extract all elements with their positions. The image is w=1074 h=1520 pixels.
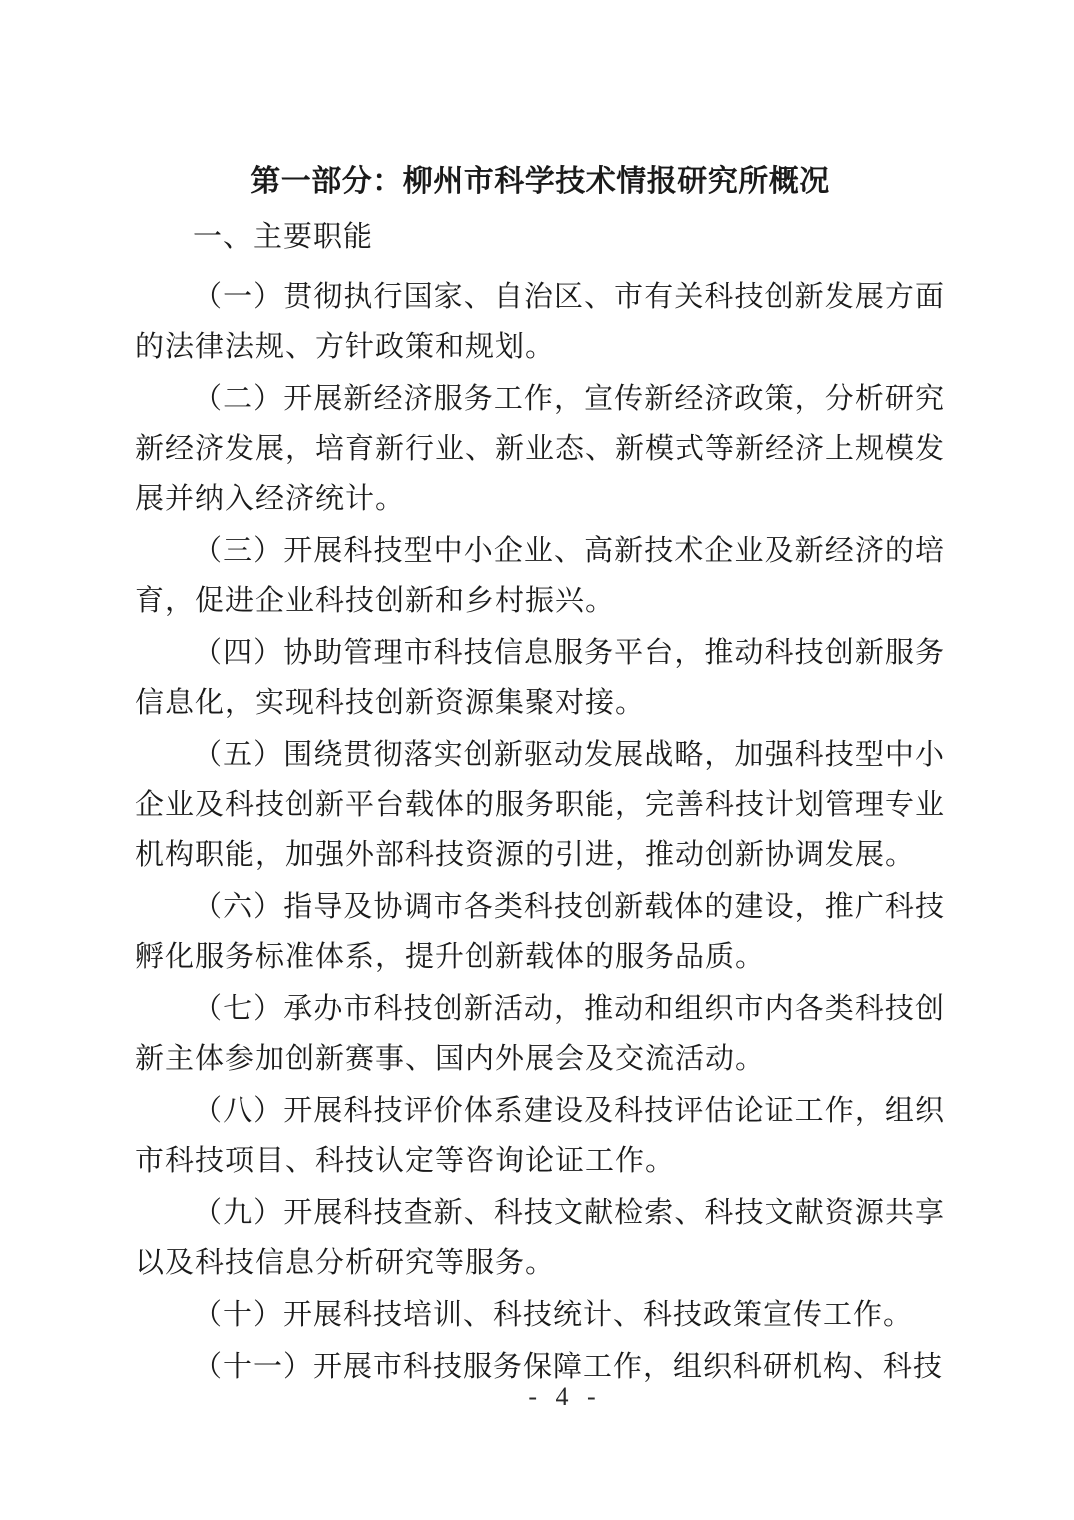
section-heading: 一、主要职能 xyxy=(193,221,374,253)
paragraph-2: （二）开展新经济服务工作，宣传新经济政策，分析研究新经济发展，培育新行业、新业态、新模式等新经济上规模发展并纳入经济统计。 xyxy=(135,383,946,515)
paragraph-10: （十）开展科技培训、科技统计、科技政策宣传工作。 xyxy=(193,1299,914,1331)
paragraph-9: （九）开展科技查新、科技文献检索、科技文献资源共享以及科技信息分析研究等服务。 xyxy=(135,1197,945,1279)
paragraph-4: （四）协助管理市科技信息服务平台，推动科技创新服务信息化，实现科技创新资源集聚对接。 xyxy=(135,637,945,719)
document-title: 第一部分：柳州市科学技术情报研究所概况 xyxy=(250,165,830,198)
page-number: - 4 - xyxy=(528,1382,602,1411)
paragraph-7: （七）承办市科技创新活动，推动和组织市内各类科技创新主体参加创新赛事、国内外展会及交流活动。 xyxy=(135,993,945,1075)
paragraph-3: （三）开展科技型中小企业、高新技术企业及新经济的培育，促进企业科技创新和乡村振兴。 xyxy=(135,535,945,617)
paragraph-1: （一）贯彻执行国家、自治区、市有关科技创新发展方面的法律法规、方针政策和规划。 xyxy=(135,281,945,363)
paragraph-6: （六）指导及协调市各类科技创新载体的建设，推广科技孵化服务标准体系，提升创新载体的服务品质。 xyxy=(135,891,945,973)
document-body xyxy=(135,272,945,1392)
paragraph-8: （八）开展科技评价体系建设及科技评估论证工作，组织市科技项目、科技认定等咨询论证工作。 xyxy=(135,1095,945,1177)
paragraph-11: （十一）开展市科技服务保障工作，组织科研机构、科技 xyxy=(193,1351,944,1383)
paragraph-5: （五）围绕贯彻落实创新驱动发展战略，加强科技型中小企业及科技创新平台载体的服务职能，完善科技计划管理专业机构职能，加强外部科技资源的引进，推动创新协调发展。 xyxy=(135,739,946,871)
